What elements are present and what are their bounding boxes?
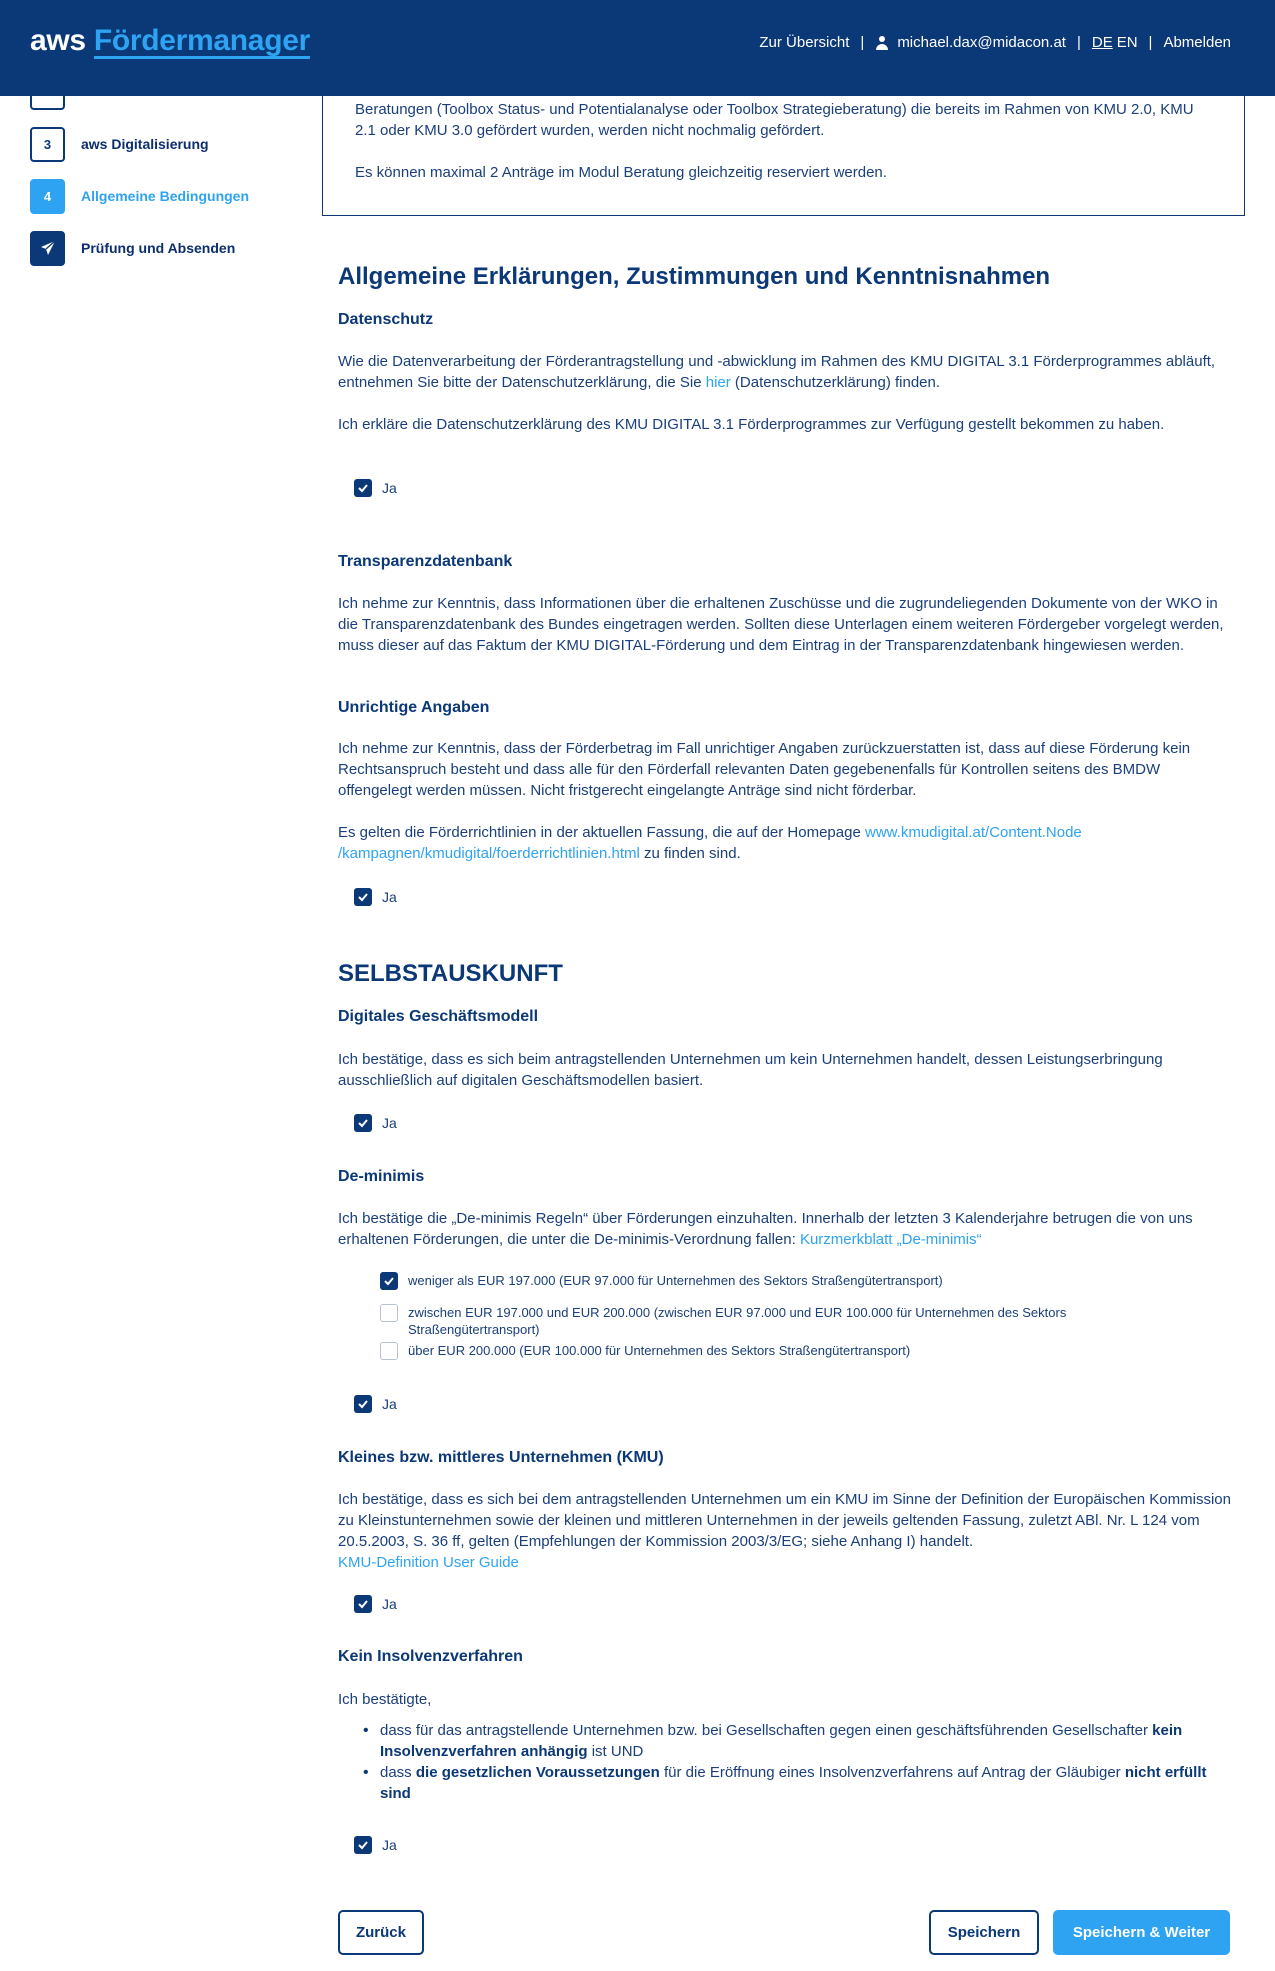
incorrect-checkbox[interactable] xyxy=(354,888,397,906)
subsection-title-insolvency: Kein Insolvenzverfahren xyxy=(338,1648,523,1665)
step-number: 3 xyxy=(30,127,65,162)
list-text: dass xyxy=(380,1764,416,1781)
sme-text xyxy=(338,1489,1233,1573)
back-button[interactable]: Zurück xyxy=(338,1910,424,1955)
step-label: Allgemeine Bedingungen xyxy=(81,188,250,204)
list-text-bold: nicht erfüllt sind xyxy=(380,1764,1207,1802)
list-text: ist UND xyxy=(587,1743,644,1760)
step-item-allgemeine-bedingungen[interactable] xyxy=(30,178,290,214)
checkbox-checked[interactable] xyxy=(354,1114,372,1132)
app-logo[interactable] xyxy=(30,24,310,60)
incorrect-text: Ich nehme zur Kenntnis, dass der Förderbetrag im Fall unrichtiger Angaben zurückzuerstatten ist, dass auf diese Förderung kein Rechtsanspruch besteht und dass alle für den Förderfall relevanten Daten gegebenenfalls für Kontrollen seitens des BMDW offengelegt werden müssen. Nicht fristgerecht eingelangte Anträge sind nicht förderbar. xyxy=(338,740,1191,799)
insolvency-intro: Ich bestätigte, xyxy=(338,1691,432,1708)
guidelines-link-line1: www.kmudigital.at/Content.Node xyxy=(864,824,1082,841)
privacy-text xyxy=(338,351,1233,393)
list-text-bold: kein Insolvenzverfahren anhängig xyxy=(380,1722,1183,1760)
checkbox-label: Ja xyxy=(382,1596,397,1612)
sme-text-part: Ich bestätige, dass es sich bei dem antragstellenden Unternehmen um ein KMU im Sinne der Definition der Europäischen Kommission zu Kleinstunternehmen sowie der kleinen und mittleren Unternehmen in der jeweils geltenden Fassung, zuletzt ABl. Nr. L 124 vom 20.5.2003, S. 36 ff, gelten (Empfehlungen der Kommission 2003/3/EG; siehe Anhang I) handelt. xyxy=(338,1491,1231,1550)
subsection-title-sme: Kleines bzw. mittleres Unternehmen (KMU) xyxy=(338,1449,664,1466)
step-label: Prüfung und Absenden xyxy=(81,240,236,256)
list-text: dass für das antragstellende Unternehmen bzw. bei Gesellschaften gegen einen geschäftsführenden Gesellschafter xyxy=(380,1722,1153,1739)
checkbox-label: Ja xyxy=(382,889,397,905)
subsection-title-privacy: Datenschutz xyxy=(338,311,434,328)
option-label: zwischen EUR 197.000 und EUR 200.000 (zwischen EUR 97.000 und EUR 100.000 für Unternehmen des Sektors Straßengütertransport) xyxy=(408,1305,1067,1337)
deminimis-link[interactable]: Kurzmerkblatt „De-minimis“ xyxy=(799,1231,982,1248)
list-text-bold: die gesetzlichen Voraussetzungen xyxy=(415,1764,660,1781)
guidelines-link-line2: /kampagnen/kmudigital/foerderrichtlinien.html xyxy=(338,845,640,862)
top-navigation xyxy=(759,34,1231,51)
info-text: Es können maximal 2 Anträge im Modul Beratung gleichzeitig reserviert werden. xyxy=(355,164,887,181)
step-item-pruefung[interactable] xyxy=(30,230,290,266)
option-label: weniger als EUR 197.000 (EUR 97.000 für Unternehmen des Sektors Straßengütertransport) xyxy=(408,1273,943,1288)
sme-checkbox[interactable] xyxy=(354,1595,397,1613)
insolvency-checkbox[interactable] xyxy=(354,1836,397,1854)
subsection-title-incorrect: Unrichtige Angaben xyxy=(338,699,490,716)
guidelines-text xyxy=(338,822,1233,864)
logo-app-name: Fördermanager xyxy=(93,24,310,57)
privacy-link[interactable]: hier xyxy=(705,374,731,391)
checkbox-checked[interactable] xyxy=(354,1395,372,1413)
step-item-digitalisierung[interactable] xyxy=(30,126,290,162)
insolvency-list xyxy=(378,1720,1238,1804)
nav-separator: | xyxy=(860,34,865,51)
section-title-self-disclosure: SELBSTAUSKUNFT xyxy=(338,960,563,987)
checkbox-checked[interactable] xyxy=(354,479,372,497)
nav-separator: | xyxy=(1148,34,1153,51)
digital-text: Ich bestätige, dass es sich beim antragstellenden Unternehmen um kein Unternehmen handelt, dessen Leistungserbringung ausschließlich auf digitalen Geschäftsmodellen basiert. xyxy=(338,1051,1163,1089)
guidelines-text-part: Es gelten die Förderrichtlinien in der aktuellen Fassung, die auf der Homepage xyxy=(338,824,865,841)
logo-aws: aws xyxy=(30,24,86,57)
subsection-title-transparency: Transparenzdatenbank xyxy=(338,553,513,570)
checkbox-label: Ja xyxy=(382,1837,397,1853)
subsection-title-digital: Digitales Geschäftsmodell xyxy=(338,1008,539,1025)
deminimis-text-part: Ich bestätige die „De-minimis Regeln“ über Förderungen einzuhalten. Innerhalb der letzten 3 Kalenderjahre betrugen die von uns erhaltenen Förderungen, die unter die De-minimis-Verordnung fallen: xyxy=(338,1210,1193,1248)
step-label: aws Digitalisierung xyxy=(81,136,209,152)
deminimis-option[interactable] xyxy=(380,1342,1200,1360)
overview-link[interactable]: Zur Übersicht xyxy=(759,34,850,51)
checkbox-checked[interactable] xyxy=(354,1836,372,1854)
checkbox-label: Ja xyxy=(382,480,397,496)
deminimis-option[interactable] xyxy=(380,1304,1200,1338)
checkbox-label: Ja xyxy=(382,1115,397,1131)
section-title-general: Allgemeine Erklärungen, Zustimmungen und Kenntnisnahmen xyxy=(338,263,1051,290)
send-icon xyxy=(30,231,65,266)
deminimis-text xyxy=(338,1208,1233,1250)
checkbox-checked[interactable] xyxy=(380,1272,398,1290)
privacy-confirm-text: Ich erkläre die Datenschutzerklärung des KMU DIGITAL 3.1 Förderprogrammes zur Verfügung gestellt bekommen zu haben. xyxy=(338,416,1165,433)
user-email-link[interactable]: michael.dax@midacon.at xyxy=(897,34,1066,51)
save-button[interactable]: Speichern xyxy=(929,1910,1039,1955)
list-item xyxy=(378,1762,1238,1804)
deminimis-option[interactable] xyxy=(380,1272,1200,1290)
privacy-text-part: Wie die Datenverarbeitung der Förderantragstellung und -abwicklung im Rahmen des KMU DIGITAL 3.1 Förderprogrammes abläuft, entnehmen Sie bitte der Datenschutzerklärung, die Sie xyxy=(338,353,1216,391)
info-box xyxy=(322,96,1245,216)
info-text: Beratungen (Toolbox Status- und Potentialanalyse oder Toolbox Strategieberatung) die bereits im Rahmen von KMU 2.0, KMU 2.1 oder KMU 3.0 gefördert wurden, werden nicht nochmalig gefördert. xyxy=(355,101,1194,139)
save-next-button[interactable]: Speichern & Weiter xyxy=(1053,1910,1230,1955)
privacy-text-part: (Datenschutzerklärung) finden. xyxy=(730,374,941,391)
step-number: 4 xyxy=(30,179,65,214)
checkbox-checked[interactable] xyxy=(354,888,372,906)
option-label: über EUR 200.000 (EUR 100.000 für Unternehmen des Sektors Straßengütertransport) xyxy=(408,1343,911,1358)
lang-de-link[interactable]: DE xyxy=(1091,34,1113,51)
logout-link[interactable]: Abmelden xyxy=(1163,34,1231,51)
sme-guide-link[interactable]: KMU-Definition User Guide xyxy=(338,1554,519,1571)
step-box xyxy=(30,96,65,110)
nav-separator: | xyxy=(1076,34,1081,51)
user-icon xyxy=(875,36,889,50)
step-item-previous[interactable] xyxy=(30,96,290,110)
list-text: für die Eröffnung eines Insolvenzverfahrens auf Antrag der Gläubiger xyxy=(659,1764,1125,1781)
lang-en-link[interactable]: EN xyxy=(1116,34,1138,51)
checkbox-unchecked[interactable] xyxy=(380,1342,398,1360)
checkbox-checked[interactable] xyxy=(354,1595,372,1613)
deminimis-checkbox[interactable] xyxy=(354,1395,397,1413)
step-navigation xyxy=(30,96,290,282)
privacy-checkbox[interactable] xyxy=(354,479,397,497)
guidelines-text-part: zu finden sind. xyxy=(639,845,741,862)
list-item xyxy=(378,1720,1238,1762)
checkbox-unchecked[interactable] xyxy=(380,1304,398,1322)
checkbox-label: Ja xyxy=(382,1396,397,1412)
transparency-text: Ich nehme zur Kenntnis, dass Informationen über die erhaltenen Zuschüsse und die zugrundeliegenden Dokumente von der WKO in die Transparenzdatenbank des Bundes eingetragen werden. Sollten diese Unterlagen einem weiteren Fördergeber vorgelegt werden, muss dieser auf das Faktum der KMU DIGITAL-Förderung und dem Eintrag in der Transparenzdatenbank hingewiesen werden. xyxy=(338,595,1224,654)
app-header xyxy=(0,0,1275,96)
subsection-title-deminimis: De-minimis xyxy=(338,1168,425,1185)
digital-checkbox[interactable] xyxy=(354,1114,397,1132)
